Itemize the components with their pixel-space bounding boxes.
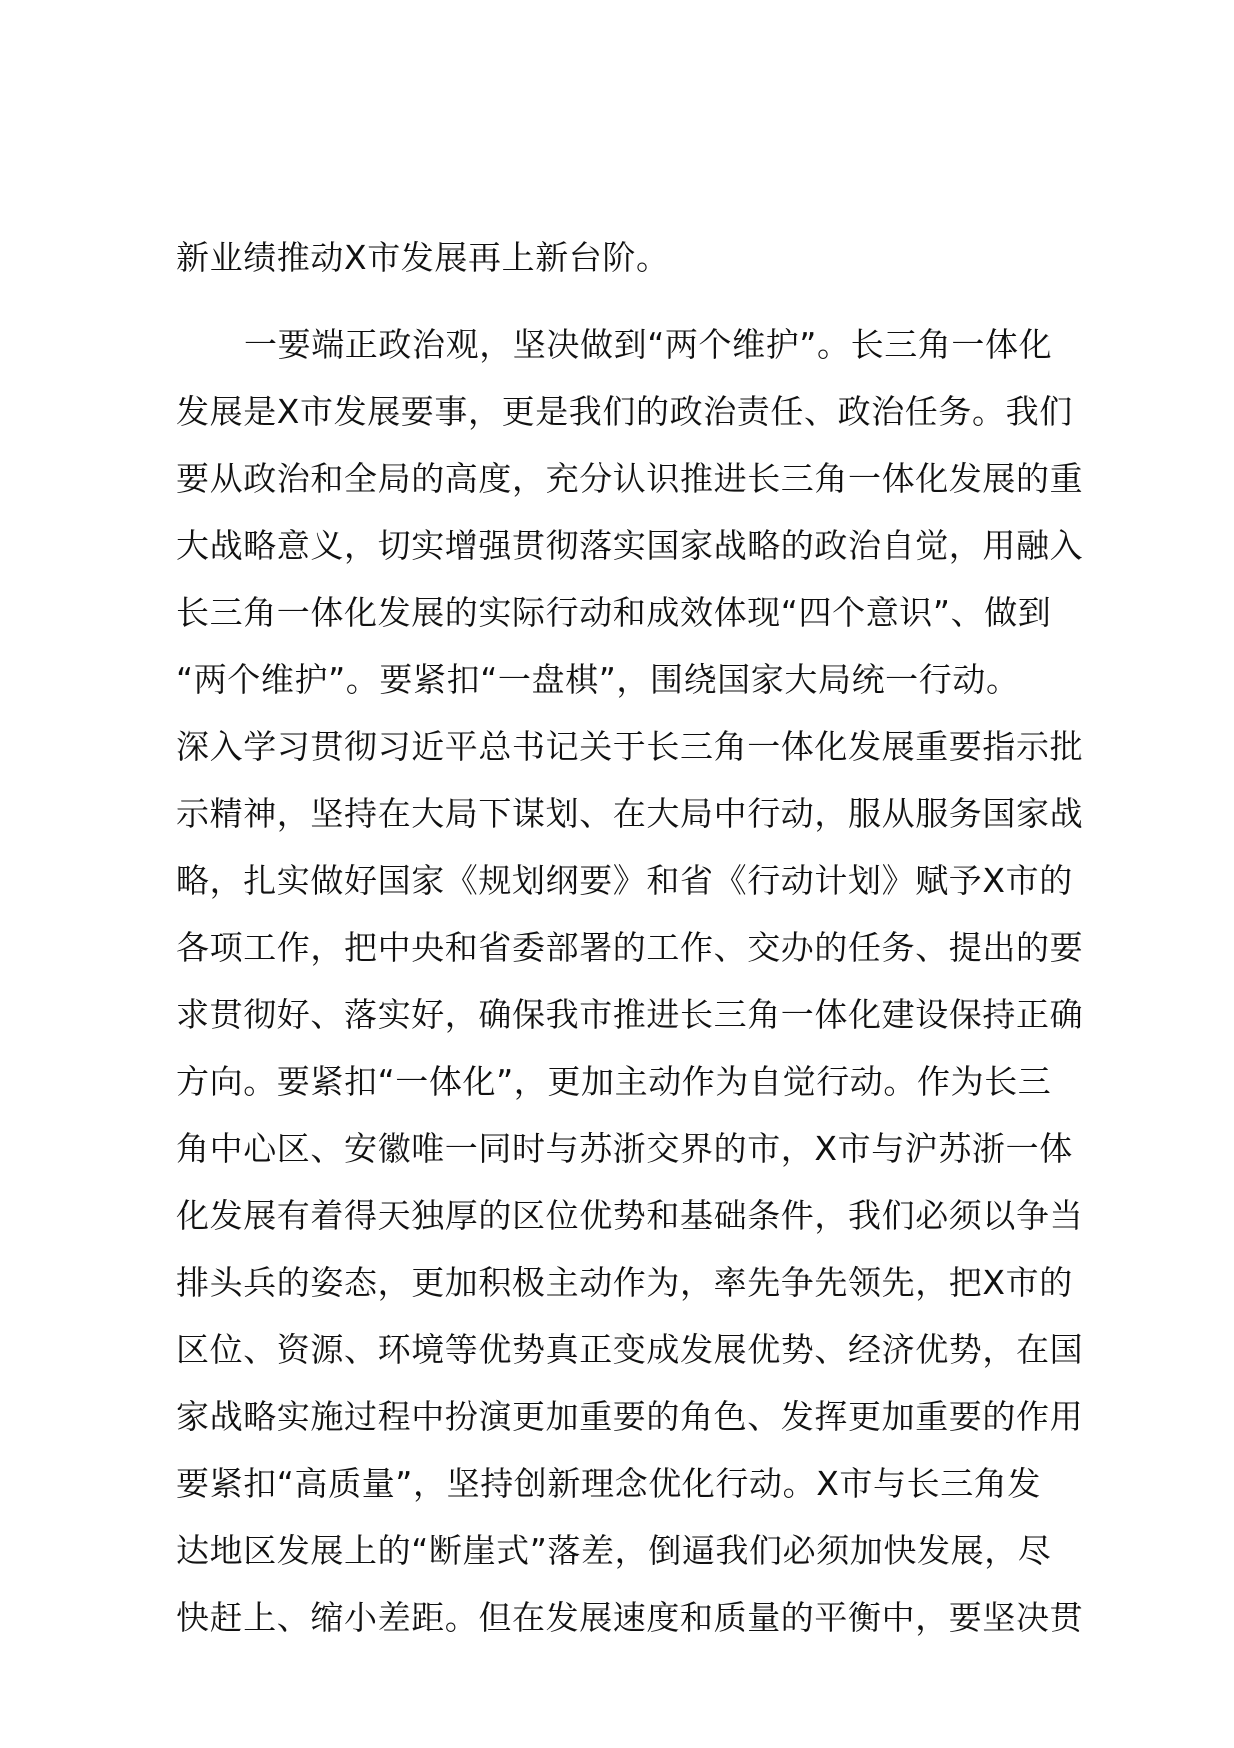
paragraph-gap: [176, 291, 1096, 311]
text-line: 略，扎实做好国家《规划纲要》和省《行动计划》赋予X市的: [176, 861, 1073, 900]
text-line: 快赶上、缩小差距。但在发展速度和质量的平衡中，要坚决贯: [176, 1598, 1084, 1637]
text-line: “两个维护”。要紧扣“一盘棋”，围绕国家大局统一行动。: [176, 660, 1020, 699]
text-line: 要紧扣“高质量”，坚持创新理念优化行动。X市与长三角发: [176, 1464, 1041, 1503]
text-line: 区位、资源、环境等优势真正变成发展优势、经济优势，在国: [176, 1330, 1084, 1369]
text-line: 各项工作，把中央和省委部署的工作、交办的任务、提出的要: [176, 928, 1084, 967]
text-line: 达地区发展上的“断崖式”落差，倒逼我们必须加快发展，尽: [176, 1531, 1052, 1570]
text-line: 示精神，坚持在大局下谋划、在大局中行动，服从服务国家战: [176, 794, 1084, 833]
text-line: 家战略实施过程中扮演更加重要的角色、发挥更加重要的作用: [176, 1397, 1084, 1436]
text-line: 角中心区、安徽唯一同时与苏浙交界的市，X市与沪苏浙一体: [176, 1129, 1073, 1168]
text-line: 发展是X市发展要事，更是我们的政治责任、政治任务。我们: [176, 392, 1073, 431]
body-text: [176, 224, 1096, 1651]
text-line: 要从政治和全局的高度，充分认识推进长三角一体化发展的重: [176, 459, 1084, 498]
text-line: 长三角一体化发展的实际行动和成效体现“四个意识”、做到: [176, 593, 1052, 632]
text-line: 一要端正政治观，坚决做到“两个维护”。长三角一体化: [244, 325, 1053, 364]
text-line: 大战略意义，切实增强贯彻落实国家战略的政治自觉，用融入: [176, 526, 1084, 565]
text-line: 排头兵的姿态，更加积极主动作为，率先争先领先，把X市的: [176, 1263, 1073, 1302]
text-line: 方向。要紧扣“一体化”，更加主动作为自觉行动。作为长三: [176, 1062, 1052, 1101]
text-line: 新业绩推动X市发展再上新台阶。: [176, 238, 670, 277]
text-line: 化发展有着得天独厚的区位优势和基础条件，我们必须以争当: [176, 1196, 1084, 1235]
text-line: 求贯彻好、落实好，确保我市推进长三角一体化建设保持正确: [176, 995, 1084, 1034]
text-line: 深入学习贯彻习近平总书记关于长三角一体化发展重要指示批: [176, 727, 1084, 766]
